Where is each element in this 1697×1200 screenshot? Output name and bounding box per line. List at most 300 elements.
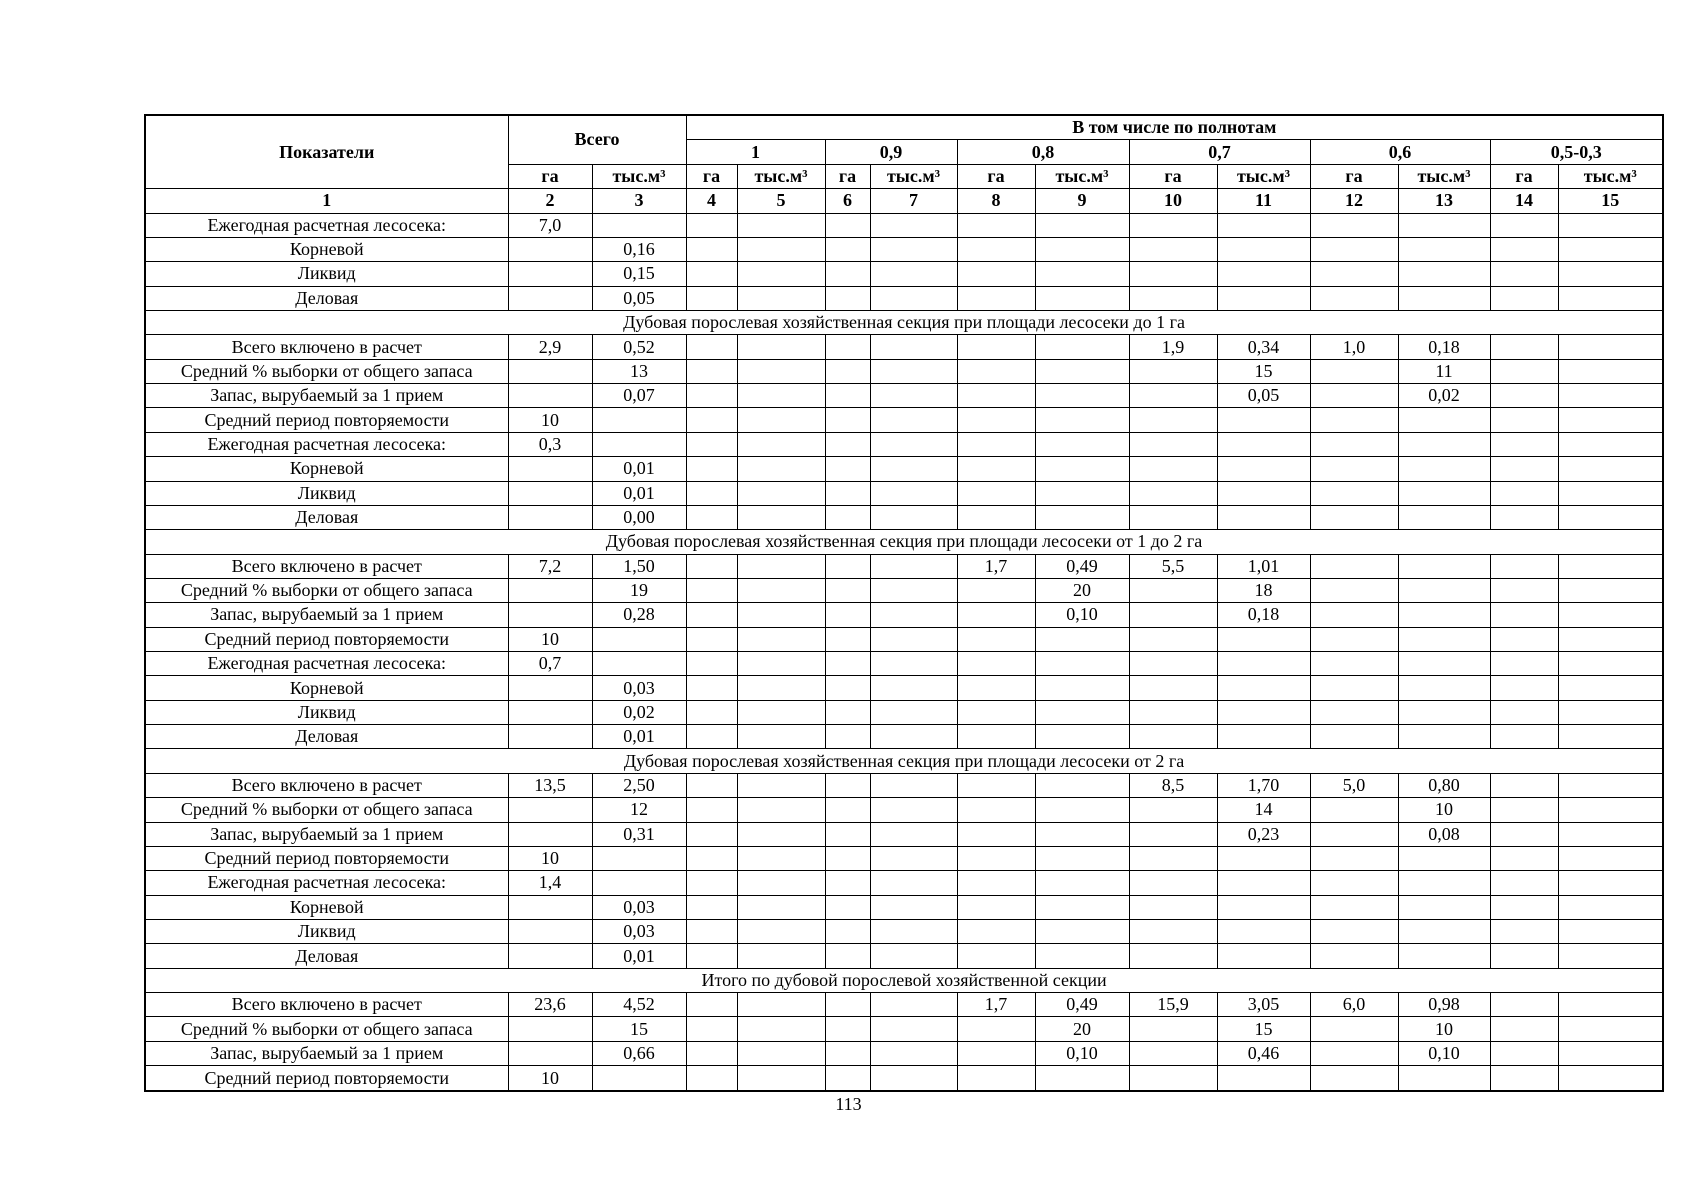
table-cell	[1035, 481, 1129, 505]
section-title: Дубовая порослевая хозяйственная секция при площади лесосеки от 1 до 2 га	[145, 530, 1663, 554]
table-cell	[737, 993, 825, 1017]
table-cell	[686, 1066, 737, 1091]
table-row	[145, 408, 1663, 432]
table-cell	[825, 871, 870, 895]
header-density: 0,6	[1310, 140, 1490, 164]
table-cell	[1558, 408, 1663, 432]
table-cell: 1,9	[1129, 335, 1217, 359]
table-cell	[1398, 725, 1490, 749]
table-row	[145, 262, 1663, 286]
table-cell	[686, 822, 737, 846]
table-cell: 0,46	[1217, 1041, 1310, 1065]
table-cell	[1217, 895, 1310, 919]
header-column-number: 2	[508, 189, 592, 213]
table-cell	[1310, 919, 1398, 943]
table-cell: 10	[1398, 1017, 1490, 1041]
table-cell	[737, 335, 825, 359]
row-label: Средний период повторяемости	[145, 408, 508, 432]
table-cell	[686, 603, 737, 627]
table-cell: 8,5	[1129, 773, 1217, 797]
table-cell	[1035, 505, 1129, 529]
table-row	[145, 335, 1663, 359]
table-cell	[1217, 871, 1310, 895]
table-cell	[1129, 1041, 1217, 1065]
table-cell	[1490, 554, 1558, 578]
table-cell	[957, 627, 1035, 651]
table-row	[145, 286, 1663, 310]
table-cell	[508, 798, 592, 822]
table-cell	[508, 578, 592, 602]
table-cell	[1310, 237, 1398, 261]
table-cell	[1490, 871, 1558, 895]
table-cell	[1129, 652, 1217, 676]
table-cell: 14	[1217, 798, 1310, 822]
row-label: Ликвид	[145, 919, 508, 943]
table-row	[145, 1017, 1663, 1041]
table-cell: 1,4	[508, 871, 592, 895]
table-cell	[737, 919, 825, 943]
table-cell	[957, 481, 1035, 505]
table-cell	[825, 481, 870, 505]
table-cell	[508, 1041, 592, 1065]
table-cell: 10	[508, 408, 592, 432]
table-cell: 3,05	[1217, 993, 1310, 1017]
table-cell	[1129, 578, 1217, 602]
row-label: Деловая	[145, 944, 508, 968]
table-cell	[870, 700, 957, 724]
table-cell	[1558, 1041, 1663, 1065]
table-cell	[825, 798, 870, 822]
table-cell	[1558, 578, 1663, 602]
table-cell: 11	[1398, 359, 1490, 383]
table-cell	[1490, 359, 1558, 383]
table-cell	[1398, 237, 1490, 261]
table-cell	[825, 262, 870, 286]
table-cell	[1558, 676, 1663, 700]
header-unit-ha: га	[1129, 164, 1217, 188]
table-cell	[686, 237, 737, 261]
section-title: Дубовая порослевая хозяйственная секция при площади лесосеки от 2 га	[145, 749, 1663, 773]
table-cell	[870, 1066, 957, 1091]
table-cell	[825, 408, 870, 432]
table-cell	[1310, 822, 1398, 846]
table-cell: 0,80	[1398, 773, 1490, 797]
table-cell	[1129, 1017, 1217, 1041]
table-cell	[870, 335, 957, 359]
header-density: 0,7	[1129, 140, 1310, 164]
table-cell	[1035, 457, 1129, 481]
table-cell	[1490, 993, 1558, 1017]
table-cell: 0,98	[1398, 993, 1490, 1017]
table-cell	[686, 944, 737, 968]
row-label: Запас, вырубаемый за 1 прием	[145, 384, 508, 408]
row-label: Корневой	[145, 457, 508, 481]
table-cell: 18	[1217, 578, 1310, 602]
table-cell: 0,01	[592, 457, 686, 481]
table-cell	[870, 846, 957, 870]
table-cell	[1398, 627, 1490, 651]
table-cell	[1035, 237, 1129, 261]
row-label: Всего включено в расчет	[145, 773, 508, 797]
table-cell: 20	[1035, 1017, 1129, 1041]
table-cell	[957, 798, 1035, 822]
table-cell	[1558, 773, 1663, 797]
table-cell	[825, 627, 870, 651]
header-unit-m3: тыс.м³	[1217, 164, 1310, 188]
table-cell	[1129, 213, 1217, 237]
table-cell	[870, 725, 957, 749]
section-header-row	[145, 530, 1663, 554]
table-cell: 15	[592, 1017, 686, 1041]
header-row-column-numbers	[145, 189, 1663, 213]
table-row	[145, 944, 1663, 968]
table-cell	[957, 871, 1035, 895]
table-cell: 0,66	[592, 1041, 686, 1065]
header-unit-m3: тыс.м³	[737, 164, 825, 188]
table-cell	[1558, 505, 1663, 529]
table-cell	[508, 919, 592, 943]
table-cell	[1310, 846, 1398, 870]
table-cell	[957, 1066, 1035, 1091]
table-cell: 15,9	[1129, 993, 1217, 1017]
table-cell	[825, 725, 870, 749]
table-cell	[1035, 213, 1129, 237]
header-column-number: 10	[1129, 189, 1217, 213]
table-cell	[1398, 895, 1490, 919]
table-cell	[686, 286, 737, 310]
table-cell	[1558, 627, 1663, 651]
table-cell	[870, 652, 957, 676]
table-cell	[1129, 676, 1217, 700]
table-cell	[1129, 871, 1217, 895]
table-cell	[737, 1066, 825, 1091]
table-cell	[737, 944, 825, 968]
table-cell	[957, 676, 1035, 700]
table-row	[145, 993, 1663, 1017]
row-label: Средний % выборки от общего запаса	[145, 1017, 508, 1041]
table-cell	[1129, 919, 1217, 943]
table-row	[145, 554, 1663, 578]
table-cell: 0,7	[508, 652, 592, 676]
table-cell	[1558, 895, 1663, 919]
table-cell	[737, 432, 825, 456]
table-cell	[825, 237, 870, 261]
table-cell	[1398, 554, 1490, 578]
header-column-number: 8	[957, 189, 1035, 213]
table-cell	[825, 773, 870, 797]
table-cell	[737, 554, 825, 578]
table-cell: 0,49	[1035, 554, 1129, 578]
table-cell	[870, 578, 957, 602]
table-cell	[686, 457, 737, 481]
table-cell	[870, 359, 957, 383]
table-cell	[686, 554, 737, 578]
table-cell	[1398, 505, 1490, 529]
forest-cutting-table	[144, 114, 1664, 1092]
table-cell	[1490, 627, 1558, 651]
table-cell	[737, 676, 825, 700]
table-cell	[1310, 1066, 1398, 1091]
header-column-number: 9	[1035, 189, 1129, 213]
table-cell	[870, 993, 957, 1017]
table-cell	[1490, 457, 1558, 481]
row-label: Ежегодная расчетная лесосека:	[145, 871, 508, 895]
table-cell	[686, 481, 737, 505]
table-cell	[686, 773, 737, 797]
table-cell	[737, 627, 825, 651]
table-cell	[508, 457, 592, 481]
table-cell: 10	[1398, 798, 1490, 822]
table-row	[145, 603, 1663, 627]
section-header-row	[145, 310, 1663, 334]
header-unit-ha: га	[825, 164, 870, 188]
table-cell	[1558, 846, 1663, 870]
row-label: Ликвид	[145, 700, 508, 724]
table-cell	[737, 725, 825, 749]
table-cell: 7,0	[508, 213, 592, 237]
table-cell: 13,5	[508, 773, 592, 797]
table-cell	[1129, 627, 1217, 651]
table-cell: 10	[508, 627, 592, 651]
table-cell	[1217, 944, 1310, 968]
table-cell	[1035, 627, 1129, 651]
table-cell: 0,03	[592, 676, 686, 700]
table-cell	[686, 1041, 737, 1065]
header-indicators: Показатели	[145, 115, 508, 189]
table-cell	[825, 335, 870, 359]
header-column-number: 6	[825, 189, 870, 213]
table-cell	[1558, 725, 1663, 749]
header-unit-ha: га	[508, 164, 592, 188]
table-cell	[1310, 1041, 1398, 1065]
table-cell: 13	[592, 359, 686, 383]
table-cell	[1310, 798, 1398, 822]
header-unit-m3: тыс.м³	[1398, 164, 1490, 188]
table-cell	[508, 603, 592, 627]
table-cell	[1310, 432, 1398, 456]
table-cell	[1035, 944, 1129, 968]
table-cell	[825, 993, 870, 1017]
table-cell	[825, 822, 870, 846]
table-cell	[1217, 237, 1310, 261]
row-label: Средний % выборки от общего запаса	[145, 578, 508, 602]
table-cell	[1398, 578, 1490, 602]
row-label: Корневой	[145, 237, 508, 261]
row-label: Всего включено в расчет	[145, 554, 508, 578]
table-cell	[737, 822, 825, 846]
table-cell	[1310, 262, 1398, 286]
row-label: Ежегодная расчетная лесосека:	[145, 652, 508, 676]
table-cell	[1490, 603, 1558, 627]
table-cell	[1035, 871, 1129, 895]
table-cell	[1217, 652, 1310, 676]
header-by-density: В том числе по полнотам	[686, 115, 1663, 140]
header-column-number: 1	[145, 189, 508, 213]
table-cell: 15	[1217, 1017, 1310, 1041]
table-cell: 0,03	[592, 895, 686, 919]
table-cell	[686, 846, 737, 870]
table-cell	[737, 384, 825, 408]
table-cell: 5,5	[1129, 554, 1217, 578]
table-cell	[686, 993, 737, 1017]
table-cell: 0,18	[1217, 603, 1310, 627]
table-cell	[1398, 213, 1490, 237]
table-cell	[957, 432, 1035, 456]
table-cell	[737, 505, 825, 529]
row-label: Ежегодная расчетная лесосека:	[145, 432, 508, 456]
table-cell	[1035, 895, 1129, 919]
table-cell	[957, 359, 1035, 383]
table-cell: 0,01	[592, 944, 686, 968]
table-cell	[1217, 432, 1310, 456]
table-cell	[737, 578, 825, 602]
table-cell	[1129, 481, 1217, 505]
table-row	[145, 627, 1663, 651]
table-cell	[1129, 944, 1217, 968]
header-unit-m3: тыс.м³	[1558, 164, 1663, 188]
table-cell	[592, 1066, 686, 1091]
table-cell	[1398, 408, 1490, 432]
row-label: Запас, вырубаемый за 1 прием	[145, 603, 508, 627]
table-cell	[870, 627, 957, 651]
row-label: Ежегодная расчетная лесосека:	[145, 213, 508, 237]
table-row	[145, 895, 1663, 919]
header-density: 0,9	[825, 140, 957, 164]
table-cell: 0,08	[1398, 822, 1490, 846]
table-cell	[1490, 237, 1558, 261]
table-cell	[1217, 408, 1310, 432]
table-row	[145, 481, 1663, 505]
table-cell	[1398, 700, 1490, 724]
table-cell	[825, 359, 870, 383]
table-cell: 0,34	[1217, 335, 1310, 359]
table-row	[145, 773, 1663, 797]
table-cell	[1217, 1066, 1310, 1091]
table-cell	[1310, 286, 1398, 310]
table-cell	[508, 505, 592, 529]
table-cell	[825, 652, 870, 676]
table-cell	[508, 237, 592, 261]
table-cell	[1129, 700, 1217, 724]
header-unit-ha: га	[957, 164, 1035, 188]
table-cell	[870, 603, 957, 627]
table-cell	[1558, 213, 1663, 237]
table-cell	[1490, 1066, 1558, 1091]
row-label: Деловая	[145, 725, 508, 749]
header-column-number: 11	[1217, 189, 1310, 213]
row-label: Корневой	[145, 895, 508, 919]
table-cell	[1310, 384, 1398, 408]
table-cell: 0,52	[592, 335, 686, 359]
table-cell	[1558, 554, 1663, 578]
table-row	[145, 359, 1663, 383]
table-cell	[1558, 335, 1663, 359]
table-cell	[508, 725, 592, 749]
table-cell	[1558, 944, 1663, 968]
table-cell	[870, 237, 957, 261]
table-cell	[686, 895, 737, 919]
table-cell	[1310, 408, 1398, 432]
header-unit-m3: тыс.м³	[870, 164, 957, 188]
row-label: Запас, вырубаемый за 1 прием	[145, 1041, 508, 1065]
table-cell	[592, 846, 686, 870]
table-cell	[737, 871, 825, 895]
table-cell	[1558, 237, 1663, 261]
table-row	[145, 846, 1663, 870]
table-cell: 0,01	[592, 725, 686, 749]
header-column-number: 5	[737, 189, 825, 213]
table-cell	[1310, 944, 1398, 968]
table-cell	[508, 822, 592, 846]
table-cell	[957, 262, 1035, 286]
table-cell	[1217, 262, 1310, 286]
table-cell	[1129, 286, 1217, 310]
table-cell	[737, 652, 825, 676]
table-cell: 1,70	[1217, 773, 1310, 797]
table-cell	[686, 871, 737, 895]
table-cell	[1398, 603, 1490, 627]
table-cell	[1398, 457, 1490, 481]
table-row	[145, 578, 1663, 602]
table-cell: 2,50	[592, 773, 686, 797]
table-cell	[592, 627, 686, 651]
table-row	[145, 237, 1663, 261]
table-cell	[825, 919, 870, 943]
table-cell	[1217, 725, 1310, 749]
table-cell	[592, 432, 686, 456]
table-cell	[957, 408, 1035, 432]
table-cell	[508, 481, 592, 505]
table-cell	[508, 1017, 592, 1041]
table-cell	[592, 871, 686, 895]
table-cell	[870, 895, 957, 919]
table-cell	[1310, 457, 1398, 481]
table-row	[145, 457, 1663, 481]
table-cell	[1398, 481, 1490, 505]
table-body	[145, 115, 1663, 1091]
table-cell: 10	[508, 1066, 592, 1091]
table-cell	[1310, 1017, 1398, 1041]
table-cell	[957, 505, 1035, 529]
table-cell	[1558, 457, 1663, 481]
table-cell	[957, 1041, 1035, 1065]
row-label: Средний период повторяемости	[145, 846, 508, 870]
table-row	[145, 871, 1663, 895]
table-cell	[870, 944, 957, 968]
table-cell	[1490, 286, 1558, 310]
table-cell	[1558, 384, 1663, 408]
table-cell	[870, 262, 957, 286]
table-row	[145, 700, 1663, 724]
table-cell	[686, 700, 737, 724]
table-cell	[957, 286, 1035, 310]
table-cell	[1217, 919, 1310, 943]
table-cell	[737, 798, 825, 822]
table-row	[145, 213, 1663, 237]
row-label: Ликвид	[145, 262, 508, 286]
table-cell	[1490, 335, 1558, 359]
header-unit-m3: тыс.м³	[592, 164, 686, 188]
row-label: Деловая	[145, 286, 508, 310]
table-cell	[737, 213, 825, 237]
table-cell	[870, 481, 957, 505]
table-cell	[508, 359, 592, 383]
table-cell	[1398, 652, 1490, 676]
table-cell	[1558, 432, 1663, 456]
table-cell	[825, 846, 870, 870]
table-cell: 1,7	[957, 993, 1035, 1017]
table-cell	[1129, 846, 1217, 870]
